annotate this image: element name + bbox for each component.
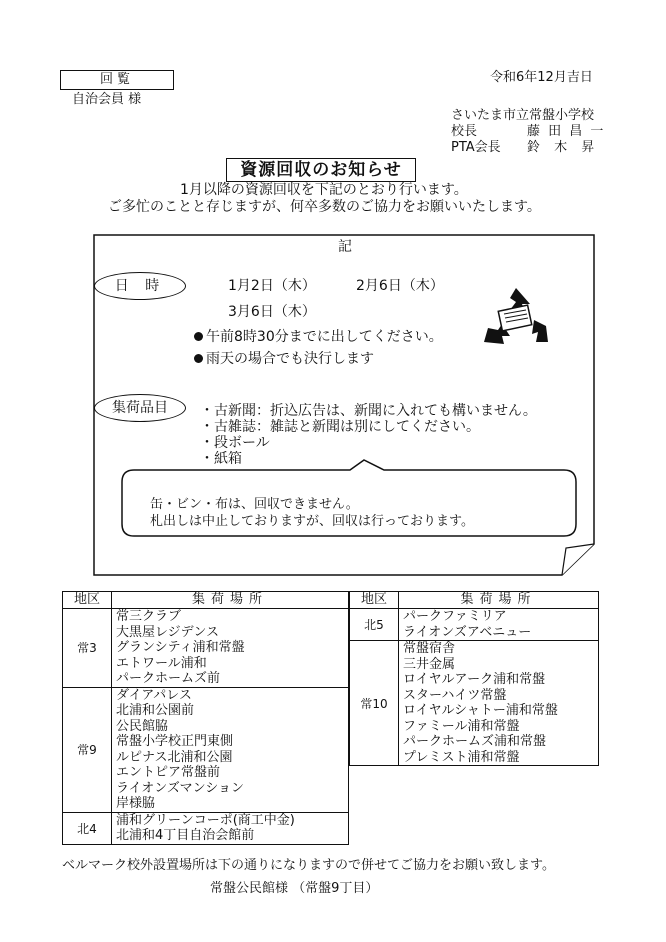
- places-cell: [399, 609, 599, 641]
- item-1: ・古新聞：折込広告は、新聞に入れても構いません。: [200, 403, 537, 419]
- page-title: 資源回収のお知らせ: [226, 158, 416, 182]
- places-cell: [112, 812, 349, 844]
- table-header-places-text: 集荷場所: [191, 592, 268, 607]
- area-cell: 北5: [350, 609, 399, 641]
- place-item: 常盤小学校正門東側: [116, 734, 234, 749]
- place-item: 北浦和4丁目自治会館前: [116, 828, 255, 843]
- note-time-text: 午前8時30分までに出してください。: [206, 329, 443, 345]
- place-item: パークファミリア: [403, 609, 507, 624]
- date-2: 2月6日（木）: [356, 278, 444, 294]
- principal-name: 藤 田 昌 一: [527, 124, 606, 139]
- place-item: ファミール浦和常盤: [403, 718, 520, 734]
- circulation-label: 回覧: [60, 70, 174, 90]
- item-4: ・紙箱: [200, 451, 242, 467]
- note-time: [194, 328, 443, 346]
- place-item: スターハイツ常盤: [403, 687, 507, 703]
- place-item: 浦和グリーンコーポ(商工中金): [116, 812, 295, 828]
- area-cell: 常10: [350, 641, 399, 766]
- recycle-icon: [480, 286, 552, 348]
- pickup-table-right: [349, 591, 599, 766]
- bellmark-note: ベルマーク校外設置場所は下の通りになりますので併せてご協力をお願い致します。: [62, 858, 555, 873]
- area-cell: 常9: [63, 687, 112, 812]
- item-3-text: 段ボール: [214, 435, 270, 451]
- place-item: プレミスト浦和常盤: [403, 749, 520, 765]
- pta-role: PTA会長: [451, 140, 501, 155]
- place-item: ダイアパレス: [116, 687, 192, 703]
- table-header-area: 地区: [63, 592, 112, 609]
- note-rain-text: 雨天の場合でも決行します: [206, 351, 374, 367]
- note-rain: [194, 350, 374, 368]
- place-item: エントピア常盤前: [116, 765, 221, 780]
- principal-role: 校長: [451, 124, 478, 139]
- place-item: 常盤宿舎: [403, 641, 456, 656]
- table-header-places: [399, 592, 599, 609]
- item-2: ・古雑誌：雑誌と新聞は別にしてください。: [200, 419, 480, 435]
- table-header-places: [112, 592, 349, 609]
- area-cell: 常3: [63, 609, 112, 688]
- table-row: [350, 641, 599, 766]
- place-item: パークホームズ浦和常盤: [403, 734, 547, 749]
- addressee: 自治会員 様: [72, 92, 142, 107]
- place-item: 岸様脇: [116, 796, 156, 811]
- place-item: 北浦和公園前: [116, 703, 195, 718]
- issue-date: 令和6年12月吉日: [490, 70, 593, 85]
- item-2-text: 古雑誌：雑誌と新聞は別にしてください。: [214, 419, 480, 435]
- table-header-places-text: 集荷場所: [460, 592, 537, 607]
- item-3: ・段ボール: [200, 435, 270, 451]
- school-name: さいたま市立常盤小学校: [451, 108, 595, 123]
- notice-heading: 記: [338, 239, 352, 255]
- place-item: 三井金属: [403, 656, 456, 672]
- intro-line-1: 1月以降の資源回収を下記のとおり行います。: [180, 182, 468, 198]
- place-item: ロイヤルアーク浦和常盤: [403, 672, 546, 687]
- callout-line-2: 札出しは中止しておりますが、回収は行っております。: [150, 514, 474, 529]
- date-1: 1月2日（木）: [228, 278, 316, 294]
- callout-line-1: 缶・ビン・布は、回収できません。: [150, 497, 359, 512]
- place-item: 常三クラブ: [116, 609, 182, 624]
- table-row: [63, 812, 349, 844]
- place-item: ロイヤルシャトー浦和常盤: [403, 703, 558, 718]
- date-label: 日 時: [94, 272, 186, 300]
- pta-name: 鈴 木 昇: [527, 140, 600, 155]
- notice-box: [92, 232, 598, 577]
- item-1-text: 古新聞：折込広告は、新聞に入れても構いません。: [214, 403, 537, 419]
- place-item: ルピナス北浦和公園: [116, 749, 233, 765]
- place-item: ライオンズアベニュー: [403, 624, 532, 640]
- bullet-icon: [194, 332, 203, 341]
- bullet-icon: [194, 354, 203, 363]
- table-row: [350, 609, 599, 641]
- bellmark-location: 常盤公民館様 （常盤9丁目）: [210, 881, 379, 896]
- table-row: [63, 687, 349, 812]
- items-label: 集荷品目: [94, 394, 186, 422]
- place-item: 公民館脇: [116, 718, 169, 734]
- place-item: 大黒屋レジデンス: [116, 624, 220, 640]
- area-cell: 北4: [63, 812, 112, 844]
- table-header-area: 地区: [350, 592, 399, 609]
- pickup-table-left: [62, 591, 349, 845]
- places-cell: [399, 641, 599, 766]
- place-item: ライオンズマンション: [116, 780, 244, 796]
- place-item: グランシティ浦和常盤: [116, 640, 245, 655]
- table-row: [63, 609, 349, 688]
- place-item: パークホームズ前: [116, 671, 221, 686]
- intro-line-2: ご多忙のことと存じますが、何卒多数のご協力をお願いいたします。: [108, 199, 541, 215]
- date-3: 3月6日（木）: [228, 304, 316, 320]
- item-4-text: 紙箱: [214, 451, 242, 467]
- places-cell: [112, 687, 349, 812]
- places-cell: [112, 609, 349, 688]
- place-item: エトワール浦和: [116, 655, 207, 671]
